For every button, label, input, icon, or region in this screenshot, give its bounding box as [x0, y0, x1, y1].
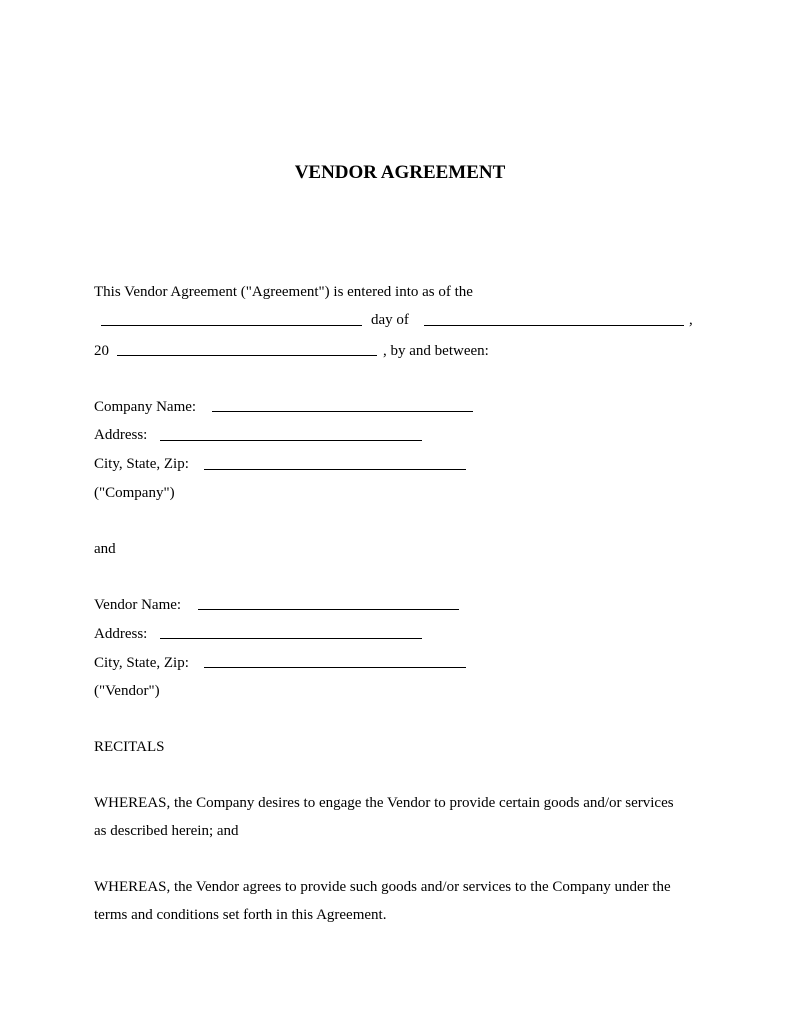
vendor-city-field[interactable] [204, 667, 466, 668]
vendor-name-field[interactable] [198, 609, 459, 610]
whereas-1-line-1: WHEREAS, the Company desires to engage the Vendor to provide certain goods and/or services [94, 795, 674, 811]
company-name-field[interactable] [212, 411, 473, 412]
year-blank-field[interactable] [117, 355, 377, 356]
and-text: and [94, 541, 116, 557]
document-title: VENDOR AGREEMENT [294, 162, 506, 183]
recitals-heading: RECITALS [94, 739, 165, 755]
date-blank-field[interactable] [101, 325, 362, 326]
day-of-label: day of [371, 312, 409, 328]
month-blank-field[interactable] [424, 325, 684, 326]
company-address-field[interactable] [160, 440, 422, 441]
whereas-2-line-2: terms and conditions set forth in this Agreement. [94, 907, 387, 923]
vendor-name-label: Vendor Name: [94, 597, 182, 613]
vendor-address-field[interactable] [160, 638, 422, 639]
by-and-between-text: , by and between: [383, 343, 489, 359]
whereas-1-line-2: as described herein; and [94, 823, 239, 839]
company-designation: ("Company") [94, 485, 175, 501]
intro-line: This Vendor Agreement ("Agreement") is entered into as of the [94, 284, 473, 300]
whereas-2-line-1: WHEREAS, the Vendor agrees to provide such goods and/or services to the Company under the [94, 879, 671, 895]
vendor-city-label: City, State, Zip: [94, 655, 189, 671]
comma-text: , [689, 312, 693, 328]
year-prefix: 20 [94, 343, 109, 359]
company-name-label: Company Name: [94, 399, 197, 415]
company-city-field[interactable] [204, 469, 466, 470]
vendor-designation: ("Vendor") [94, 683, 160, 699]
company-address-label: Address: [94, 427, 148, 443]
company-city-label: City, State, Zip: [94, 456, 189, 472]
vendor-address-label: Address: [94, 626, 148, 642]
